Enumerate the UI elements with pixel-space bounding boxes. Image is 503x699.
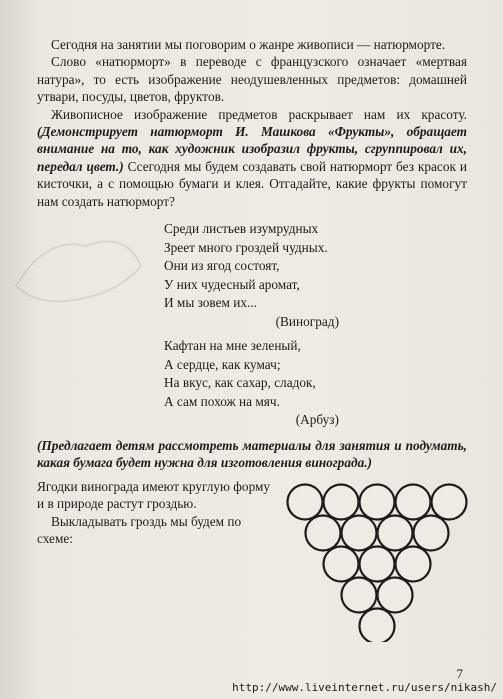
grape-circle [288,485,323,520]
grape-circle [378,578,413,613]
grape-circle [324,547,359,582]
paragraph-beauty-normal: Живописное изображение предметов раскрывает нам их красоту. [51,106,467,122]
riddle-answer: (Арбуз) [295,412,339,428]
grape-circle [324,485,359,520]
paragraph-intro: Сегодня на занятии мы поговорим о жанре живописи — натюрморте. [51,37,446,52]
riddle-line: У них чудесный аромат, [164,276,300,292]
riddle-line: Кафтан на мне зеленый, [164,338,301,353]
watermark-url: http://www.liveinternet.ru/users/nikash/ [232,681,497,694]
grape-circle [342,578,377,613]
grape-circle [378,516,413,551]
bleed-through-leaf-icon [6,226,146,306]
grape-circle [414,516,449,551]
grape-circle [306,516,341,551]
grape-circle [360,485,395,520]
paragraph-definition: Слово «натюрморт» в переводе с французского означает «мертвая натура», то есть изображение неодушевленных предметов: домашней утвари, посуды, цветов, фруктов. [37,54,467,105]
paragraph-beauty [37,106,467,210]
riddle-line: Они из ягод состоят, [164,258,280,274]
grape-cluster-scheme [282,482,472,642]
paragraph-beauty-italic: (Демонстрирует натюрморт И. Машкова «Фрукты», обращает внимание на то, как художник изобразил фрукты, сгруппировал их, передал цвет.) [37,124,467,174]
riddle-line: Среди листьев изумрудных [164,221,319,236]
teacher-note: (Предлагает детям рассмотреть материалы для занятия и подумать, какая бумага будет нужна для изготовления винограда.) [37,438,467,471]
page-number: 7 [456,666,463,681]
riddle-grapes [164,220,364,332]
riddle-line: На вкус, как сахар, сладок, [164,375,316,391]
riddle-line: Зреет много гроздей чудных. [164,239,328,255]
riddle-watermelon [164,337,364,430]
paragraph-scheme: Выкладывать гроздь мы будем по схеме: [37,513,242,547]
riddle-line: А сердце, как кумач; [164,356,281,372]
grape-circle [396,547,431,582]
grape-circle [396,485,431,520]
grape-circle [432,485,467,520]
grape-circle [360,547,395,582]
grape-circle [342,516,377,551]
paragraph-beauty-rest: Ссегодня мы будем создавать свой натюрморт без красок и кисточки, а с помощью бумаги и клея. Отгадайте, какие фрукты помогут нам создать натюрморт? [37,158,467,209]
bottom-text [37,478,272,548]
paragraph-berries: Ягодки винограда имеют круглую форму и в природе растут гроздью. [37,479,271,512]
riddle-line: И мы зовем их... [164,295,258,311]
grape-circle [360,609,395,643]
riddle-answer: (Виноград) [275,313,339,329]
main-text [37,36,467,210]
riddle-line: А сам похож на мяч. [164,393,280,409]
